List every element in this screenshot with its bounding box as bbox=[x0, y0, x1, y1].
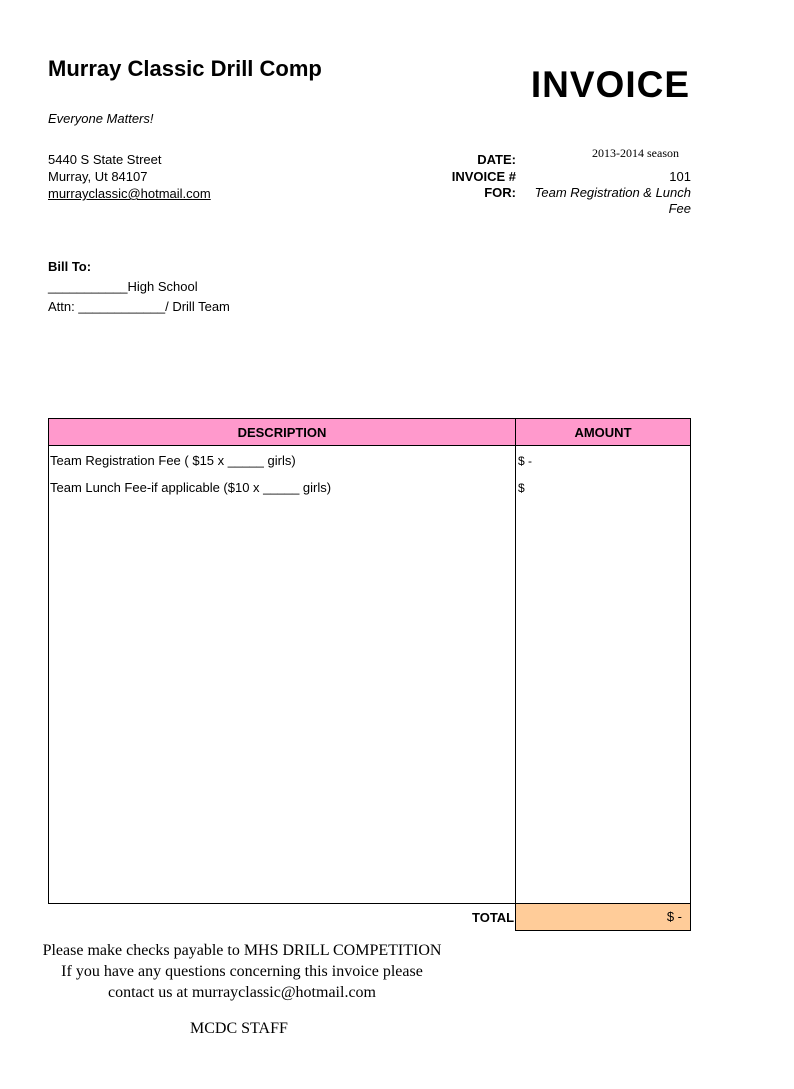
invoice-title: INVOICE bbox=[530, 64, 690, 105]
bill-to-label: Bill To: bbox=[48, 259, 92, 274]
invoice-number-label: INVOICE # bbox=[451, 169, 516, 184]
invoice-table bbox=[48, 418, 691, 904]
company-city: Murray, Ut 84107 bbox=[48, 169, 148, 184]
date-value: 2013-2014 season bbox=[592, 146, 679, 160]
footer-contact-line: contact us at murrayclassic@hotmail.com bbox=[108, 984, 376, 1001]
amount-header: AMOUNT bbox=[516, 419, 690, 446]
description-header: DESCRIPTION bbox=[49, 419, 516, 446]
company-email-link[interactable]: murrayclassic@hotmail.com bbox=[48, 186, 211, 201]
footer-payable-line: Please make checks payable to MHS DRILL COMPETITION bbox=[42, 942, 442, 959]
total-value: $ - bbox=[515, 903, 691, 931]
company-name: Murray Classic Drill Comp bbox=[48, 56, 322, 81]
invoice-number-value: 101 bbox=[669, 169, 691, 184]
company-street: 5440 S State Street bbox=[48, 152, 162, 167]
bill-to-attn: Attn: ____________/ Drill Team bbox=[48, 299, 230, 314]
table-row-amount: $ bbox=[518, 481, 525, 495]
footer-staff-signature: MCDC STAFF bbox=[190, 1020, 288, 1037]
column-divider bbox=[515, 446, 516, 903]
table-row-description: Team Lunch Fee-if applicable ($10 x _____ girls) bbox=[50, 480, 332, 495]
total-label: TOTAL bbox=[472, 910, 515, 925]
bill-to-school: ___________High School bbox=[48, 279, 198, 294]
for-value-line1: Team Registration & Lunch bbox=[534, 185, 691, 200]
table-row-amount: $ - bbox=[518, 454, 533, 468]
date-label: DATE: bbox=[477, 152, 516, 167]
table-row-description: Team Registration Fee ( $15 x _____ girls) bbox=[50, 453, 296, 468]
company-tagline: Everyone Matters! bbox=[48, 111, 154, 126]
footer-questions-line: If you have any questions concerning this invoice please bbox=[61, 963, 423, 980]
for-value-line2: Fee bbox=[668, 201, 691, 216]
for-label: FOR: bbox=[484, 185, 516, 200]
